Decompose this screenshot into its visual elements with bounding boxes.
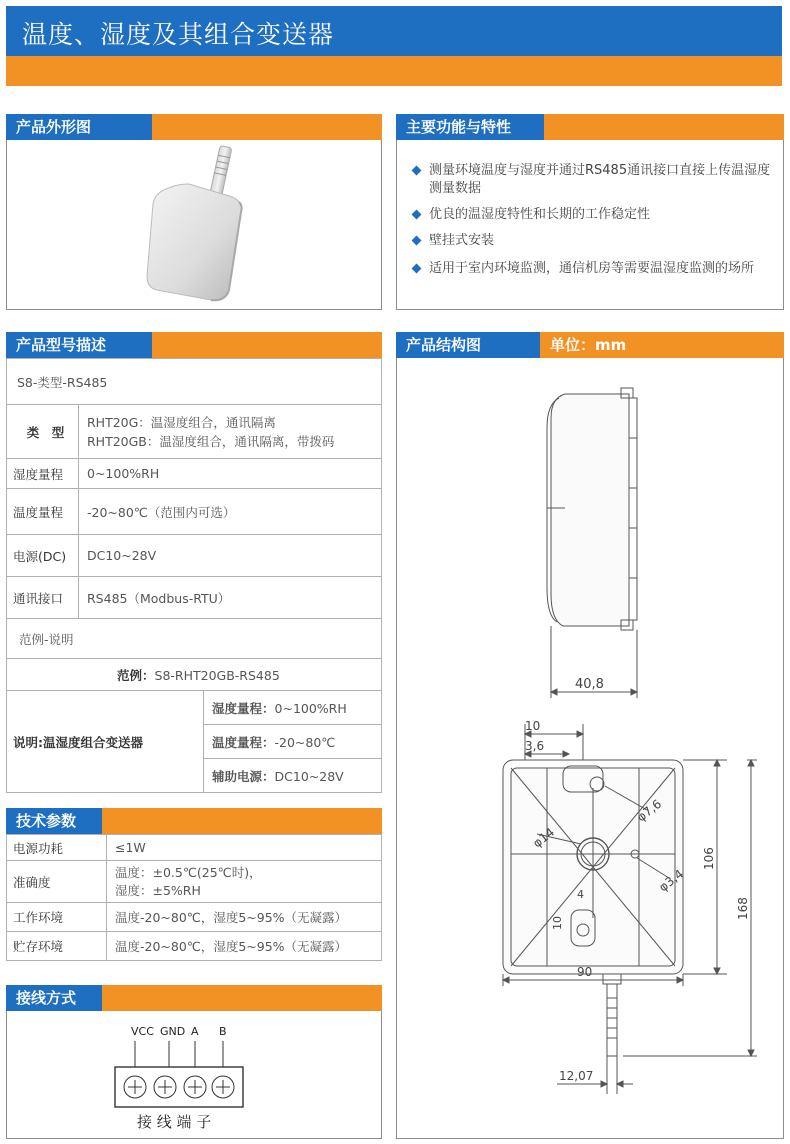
- structure-drawing: [397, 358, 785, 1139]
- model-header: [6, 332, 382, 358]
- wiring-title: 接线方式: [6, 985, 102, 1011]
- dim-label: 3,6: [525, 739, 545, 753]
- feature-item: 适用于室内环境监测，通信机房等需要温湿度监测的场所: [413, 260, 773, 278]
- tech-label: 工作环境: [7, 903, 107, 932]
- feature-item: 优良的温湿度特性和长期的工作稳定性: [413, 206, 773, 224]
- tech-label: 贮存环境: [7, 932, 107, 961]
- tech-value: 温度-20~80℃，湿度5~95%（无凝露）: [107, 932, 382, 961]
- desc-row: 温度量程：-20~80℃: [204, 725, 382, 759]
- terminal-label: GND: [160, 1025, 186, 1038]
- tech-table: [6, 834, 382, 961]
- dim-label: φ3,4: [656, 866, 687, 895]
- side-view: [547, 388, 637, 698]
- tech-label: 准确度: [7, 861, 107, 903]
- type-values: RHT20G：温湿度组合，通讯隔离 RHT20GB：温湿度组合，通讯隔离，带拨码: [79, 405, 382, 459]
- dim-label: 168: [736, 897, 750, 920]
- model-table: [6, 358, 382, 793]
- terminal-label: B: [219, 1025, 227, 1038]
- terminal-label: A: [191, 1025, 199, 1038]
- model-format: S8-类型-RS485: [7, 359, 382, 405]
- wiring-diagram: [7, 1011, 383, 1139]
- appearance-box: [6, 140, 382, 310]
- row-value: 0~100%RH: [79, 459, 382, 489]
- product-photo: [7, 140, 383, 310]
- dim-label: 10: [525, 719, 541, 733]
- diamond-bullet-icon: [412, 236, 422, 246]
- dim-label: φ14: [530, 825, 558, 851]
- row-label: 湿度量程: [7, 459, 79, 489]
- unit-label: 单位：mm: [540, 332, 784, 358]
- dim-label: 4: [577, 888, 584, 901]
- tech-value: 温度：±0.5℃(25℃时)， 湿度：±5%RH: [107, 861, 382, 903]
- tech-value: ≤1W: [107, 835, 382, 861]
- diamond-bullet-icon: [412, 166, 422, 176]
- desc-row: 湿度量程：0~100%RH: [204, 691, 382, 725]
- features-title: 主要功能与特性: [396, 114, 544, 140]
- row-value: -20~80℃（范围内可选）: [79, 489, 382, 535]
- wiring-header: [6, 985, 382, 1011]
- dim-label: 90: [577, 965, 593, 979]
- dim-label: 40,8: [575, 677, 604, 692]
- structure-header: [396, 332, 784, 358]
- wiring-box: [6, 1011, 382, 1139]
- features-box: [396, 140, 784, 310]
- feature-item: 壁挂式安装: [413, 232, 773, 250]
- diamond-bullet-icon: [412, 264, 422, 274]
- appearance-header: [6, 114, 382, 140]
- feature-item: 测量环境温度与湿度并通过RS485通讯接口直接上传温湿度测量数据: [413, 162, 773, 198]
- tech-title: 技术参数: [6, 808, 102, 834]
- example-row: 范例：S8-RHT20GB-RS485: [7, 659, 382, 691]
- desc-label: 说明:温湿度组合变送器: [7, 691, 204, 793]
- structure-title: 产品结构图: [396, 332, 540, 358]
- structure-box: [396, 358, 784, 1139]
- tech-value: 温度-20~80℃，湿度5~95%（无凝露）: [107, 903, 382, 932]
- type-label: 类 型: [7, 405, 79, 459]
- row-label: 温度量程: [7, 489, 79, 535]
- desc-row: 辅助电源：DC10~28V: [204, 759, 382, 793]
- model-title: 产品型号描述: [6, 332, 152, 358]
- row-value: RS485（Modbus-RTU）: [79, 577, 382, 619]
- dim-label: φ7,6: [634, 796, 665, 825]
- dim-label: 10: [551, 916, 564, 930]
- row-value: DC10~28V: [79, 535, 382, 577]
- terminal-caption: 接 线 端 子: [137, 1113, 212, 1131]
- front-view: [503, 760, 686, 1056]
- appearance-title: 产品外形图: [6, 114, 152, 140]
- features-header: [396, 114, 784, 140]
- title-banner-stripe: [6, 56, 782, 86]
- example-heading: 范例-说明: [7, 619, 382, 659]
- row-label: 通讯接口: [7, 577, 79, 619]
- tech-header: [6, 808, 382, 834]
- page-title: 温度、湿度及其组合变送器: [22, 20, 335, 49]
- dim-label: 12,07: [559, 1069, 594, 1083]
- dim-label: 106: [702, 847, 716, 870]
- bottom-dimensions: [503, 965, 683, 1094]
- terminal-label: VCC: [131, 1025, 154, 1038]
- row-label: 电源(DC): [7, 535, 79, 577]
- diamond-bullet-icon: [412, 210, 422, 220]
- tech-label: 电源功耗: [7, 835, 107, 861]
